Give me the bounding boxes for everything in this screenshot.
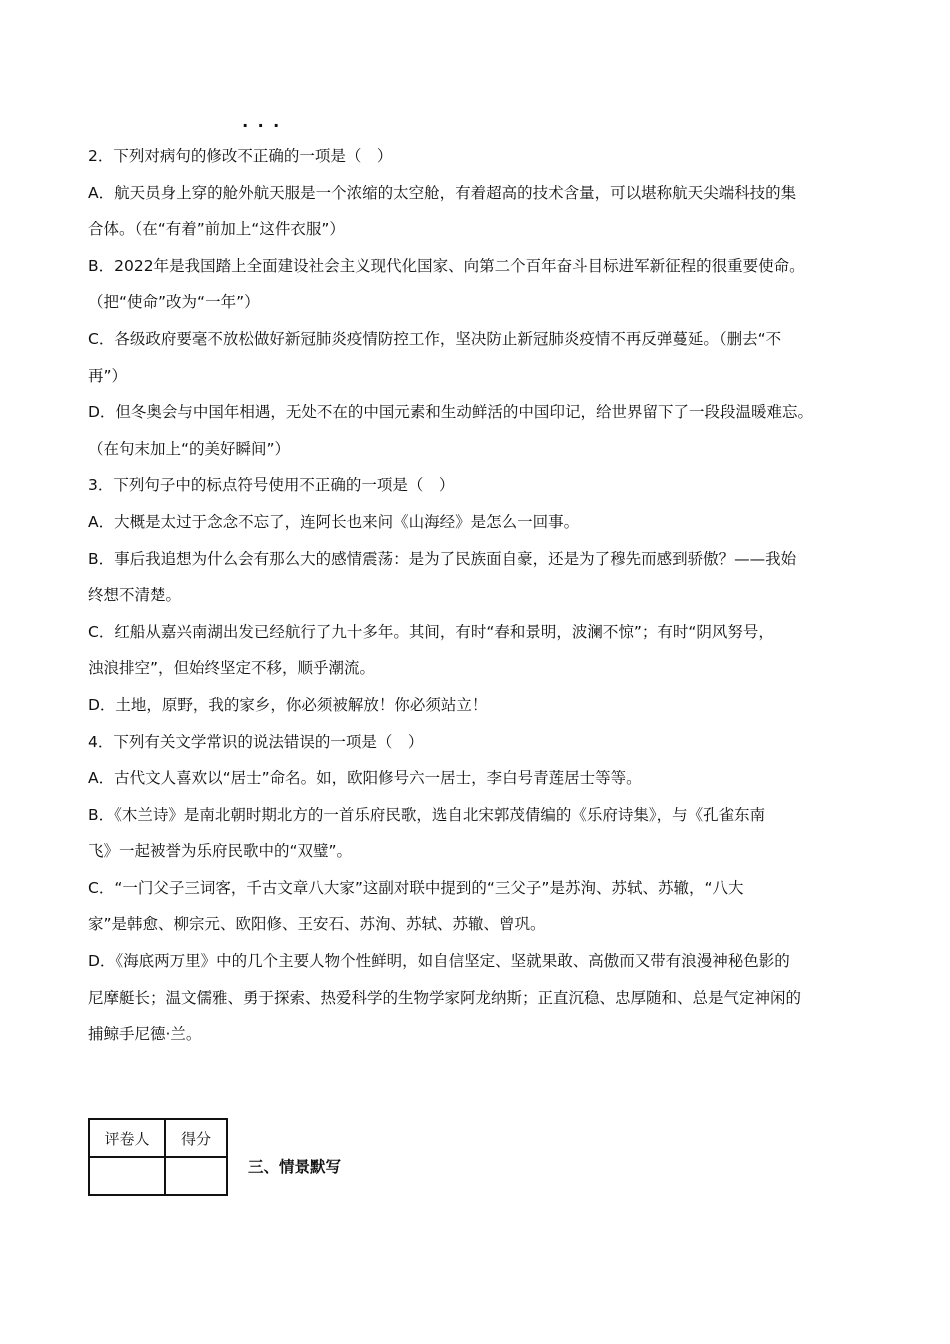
score-cell[interactable] (165, 1157, 227, 1195)
option-line: 终想不清楚。 (88, 586, 182, 605)
score-header-row (89, 1119, 227, 1157)
grader-label: 评卷人 (89, 1119, 165, 1157)
question-2 (88, 138, 878, 467)
option-line: 合体。（在“有着”前加上“这件衣服”） (88, 220, 345, 239)
option-line: 尼摩艇长；温文儒雅、勇于探索、热爱科学的生物学家阿龙纳斯；正直沉稳、忠厚随和、总是气定神闲的 (88, 988, 802, 1007)
option-line: （在句末加上“的美好瞬间”） (88, 439, 291, 458)
emphasis-char: 不 (237, 147, 253, 165)
option-line: A．古代文人喜欢以“居士”命名。如，欧阳修号六一居士，李白号青莲居士等等。 (88, 769, 642, 788)
option-line: D．《海底两万里》中的几个主要人物个性鲜明，如自信坚定、坚就果敢、高傲而又带有浪漫神秘色影的 (88, 952, 790, 971)
score-entry-row (89, 1157, 227, 1195)
option-line: 捕鲸手尼德·兰。 (88, 1025, 202, 1044)
option-line: 飞》一起被誉为乐府民歌中的“双璧”。 (88, 842, 353, 861)
option-line: B．2022年是我国踏上全面建设社会主义现代化国家、向第二个百年奋斗目标进军新征程的很重要使命。 (88, 256, 805, 275)
question-4 (88, 724, 878, 1053)
option-line: B．事后我追想为什么会有那么大的感情震荡：是为了民族面自豪，还是为了穆先而感到骄傲？——我始 (88, 549, 797, 568)
score-box (88, 1118, 228, 1196)
question-content (88, 138, 878, 1053)
option-line: 再”） (88, 366, 128, 385)
option-line: （把“使命”改为“一年”） (88, 293, 260, 312)
question-3 (88, 467, 878, 723)
emphasis-char: 确 (268, 147, 284, 165)
option-line: C．红船从嘉兴南湖出发已经航行了九十多年。其间，有时“春和景明，波澜不惊”；有时“阴风努号， (88, 622, 774, 641)
option-line: 家”是韩愈、柳宗元、欧阳修、王安石、苏洵、苏轼、苏辙、曾巩。 (88, 915, 546, 934)
score-table (88, 1118, 228, 1196)
option-line: 浊浪排空”，但始终坚定不移，顺乎潮流。 (88, 659, 376, 678)
grader-cell[interactable] (89, 1157, 165, 1195)
option-line: C．各级政府要毫不放松做好新冠肺炎疫情防控工作，坚决防止新冠肺炎疫情不再反弹蔓延。（删去“不 (88, 329, 782, 348)
option-line: D．但冬奥会与中国年相遇，无处不在的中国元素和生动鲜活的中国印记，给世界留下了一段段温暖难忘。 (88, 403, 813, 422)
question-stem: 4．下列有关文学常识的说法错误的一项是（ ） (88, 732, 424, 751)
option-line: D．土地，原野，我的家乡，你必须被解放！你必须站立！ (88, 695, 488, 714)
option-line: B．《木兰诗》是南北朝时期北方的一首乐府民歌，选自北宋郭茂倩编的《乐府诗集》，与《孔雀东南 (88, 805, 766, 824)
score-label: 得分 (165, 1119, 227, 1157)
option-line: A．航天员身上穿的舱外航天服是一个浓缩的太空舱，有着超高的技术含量，可以堪称航天尖端科技的集 (88, 183, 797, 202)
section-title: 三、情景默写 (248, 1158, 342, 1176)
option-line: A．大概是太过于念念不忘了，连阿长也来问《山海经》是怎么一回事。 (88, 512, 580, 531)
question-stem: 2．下列对病句的修改不正确的一项是（ ） (88, 138, 878, 175)
question-stem: 3．下列句子中的标点符号使用不正确的一项是（ ） (88, 476, 455, 495)
option-line: C．“一门父子三词客，千古文章八大家”这副对联中提到的“三父子”是苏洵、苏轼、苏辙，“八大 (88, 878, 744, 897)
emphasis-char: 正 (252, 147, 269, 165)
